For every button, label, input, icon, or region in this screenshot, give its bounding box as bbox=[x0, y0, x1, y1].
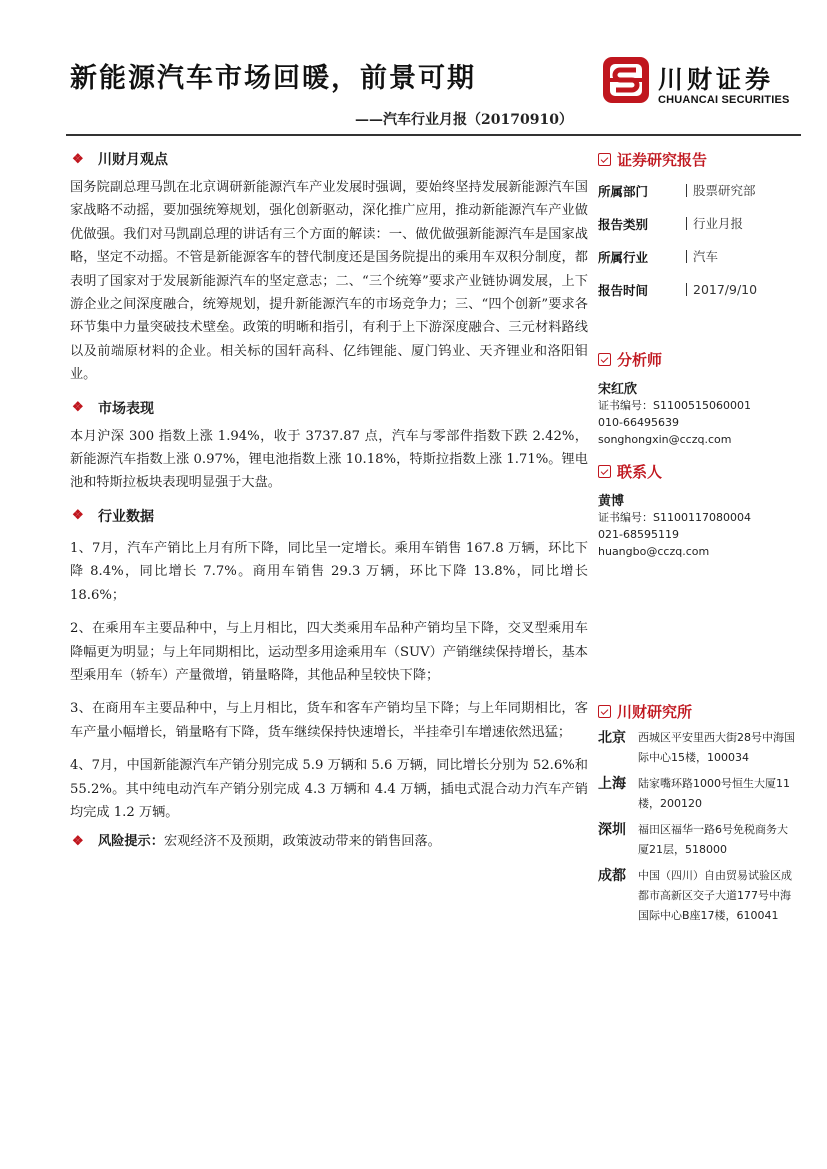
meta-row-date: 报告时间 2017/9/10 bbox=[598, 282, 758, 298]
brand-name-en: CHUANCAI SECURITIES bbox=[658, 94, 790, 106]
header-divider bbox=[66, 134, 801, 136]
section-heading-industry-data: ❖ 行业数据 bbox=[72, 508, 154, 525]
brand-name-cn: 川财证券 bbox=[658, 65, 775, 94]
industry-item-3: 3、在商用车主要品种中，与上月相比，货车和客车产销均呈下降；与上年同期相比，客车产量小幅增长，销量略有下降，货车继续保持快速增长，半挂牵引车增速依然迅猛； bbox=[70, 701, 588, 740]
diamond-bullet-icon: ❖ bbox=[72, 508, 84, 524]
contact-phone: 021-68595119 bbox=[598, 528, 679, 541]
analyst-cert: 证书编号：S1100515060001 bbox=[598, 399, 751, 412]
meta-row-industry: 所属行业 汽车 bbox=[598, 249, 719, 265]
sidebar-heading-contact: 联系人 bbox=[598, 460, 803, 482]
contact-name: 黄博 bbox=[598, 494, 625, 509]
office-chengdu: 成都 中国（四川）自由贸易试验区成都市高新区交子大道177号中海国际中心B座17楼，610041 bbox=[598, 868, 792, 922]
section-heading-view: ❖ 川财月观点 bbox=[72, 151, 168, 168]
analyst-phone: 010-66495639 bbox=[598, 416, 679, 429]
risk-text: 宏观经济不及预期，政策波动带来的销售回落。 bbox=[163, 834, 441, 850]
industry-item-2: 2、在乘用车主要品种中，与上月相比，四大类乘用车品种产销均呈下降，交叉型乘用车降幅更为明显；与上年同期相比，运动型多用途乘用车（SUV）产销继续保持增长，基本型乘用车（轿车）产量微增，销量略降，其他品种呈较快下降； bbox=[70, 621, 588, 683]
contact-cert: 证书编号：S1100117080004 bbox=[598, 511, 751, 524]
chuancai-logo-icon bbox=[602, 56, 650, 104]
checkbox-icon bbox=[598, 465, 611, 478]
sidebar bbox=[598, 148, 803, 932]
checkbox-icon bbox=[598, 705, 611, 718]
section-heading-market: ❖ 市场表现 bbox=[72, 400, 154, 417]
diamond-bullet-icon: ❖ bbox=[72, 151, 84, 167]
sidebar-heading-analyst: 分析师 bbox=[598, 348, 803, 370]
meta-row-department: 所属部门 股票研究部 bbox=[598, 183, 756, 199]
viewpoint-paragraph: 国务院副总理马凯在北京调研新能源汽车产业发展时强调，要始终坚持发展新能源汽车国家战略不动摇，要加强统筹规划，强化创新驱动，深化推广应用，推动新能源汽车产业做优做强。我们对马凯副总理的讲话有三个方面的解读：一、做优做强新能源汽车是国家战略，坚定不动摇。不管是新能源客车的替代制度还是国务院提出的乘用车双积分制度，都表明了国家对于发展新能源汽车的坚定意志；二、“三个统筹”要求产业链协调发展，上下游企业之间深度融合，统筹规划，提升新能源汽车的市场竞争力；三、“四个创新”要求各环节集中力量突破技术壁垒。政策的明晰和指引，有利于上下游深度融合、三元材料路线以及前端原材料的企业。相关标的国轩高科、亿纬锂能、厦门钨业、天齐锂业和洛阳钼业。 bbox=[70, 180, 588, 383]
sidebar-heading-report: 证券研究报告 bbox=[598, 148, 803, 170]
diamond-bullet-icon: ❖ bbox=[72, 834, 84, 850]
analyst-name: 宋红欣 bbox=[598, 382, 638, 397]
checkbox-icon bbox=[598, 353, 611, 366]
contact-email[interactable]: huangbo@cczq.com bbox=[598, 545, 710, 558]
office-beijing: 北京 西城区平安里西大街28号中海国际中心15楼，100034 bbox=[598, 730, 795, 764]
meta-row-category: 报告类别 行业月报 bbox=[598, 216, 744, 232]
industry-item-4: 4、7月，中国新能源汽车产销分别完成 5.9 万辆和 5.6 万辆，同比增长分别为 52.6%和 55.2%。其中纯电动汽车产销分别完成 4.3 万辆和 4.4 万辆，插电式混合动力汽车产销均完成 1.2 万辆。 bbox=[70, 758, 588, 820]
analyst-email[interactable]: songhongxin@cczq.com bbox=[598, 433, 732, 446]
industry-item-1: 1、7月，汽车产销比上月有所下降，同比呈一定增长。乘用车销售 167.8 万辆，环比下降 8.4%，同比增长 7.7%。商用车销售 29.3 万辆，环比下降 13.8%，同比增长 18.6%； bbox=[70, 540, 588, 603]
report-title: 新能源汽车市场回暖，前景可期 bbox=[70, 63, 476, 94]
checkbox-icon bbox=[598, 153, 611, 166]
risk-label: 风险提示： bbox=[98, 834, 164, 850]
office-shanghai: 上海 陆家嘴环路1000号恒生大厦11楼，200120 bbox=[598, 776, 790, 810]
market-paragraph: 本月沪深 300 指数上涨 1.94%，收于 3737.87 点，汽车与零部件指数下跌 2.42%，新能源汽车指数上涨 0.97%，锂电池指数上涨 10.18%，特斯拉指数上涨 1.71%。锂电池和特斯拉板块表现明显强于大盘。 bbox=[70, 428, 588, 491]
main-content bbox=[70, 148, 588, 854]
sidebar-heading-institute: 川财研究所 bbox=[598, 700, 803, 722]
office-shenzhen: 深圳 福田区福华一路6号免税商务大厦21层，518000 bbox=[598, 822, 788, 856]
diamond-bullet-icon: ❖ bbox=[72, 400, 84, 416]
risk-warning bbox=[70, 830, 588, 853]
report-subtitle: ——汽车行业月报（20170910） bbox=[355, 112, 573, 128]
